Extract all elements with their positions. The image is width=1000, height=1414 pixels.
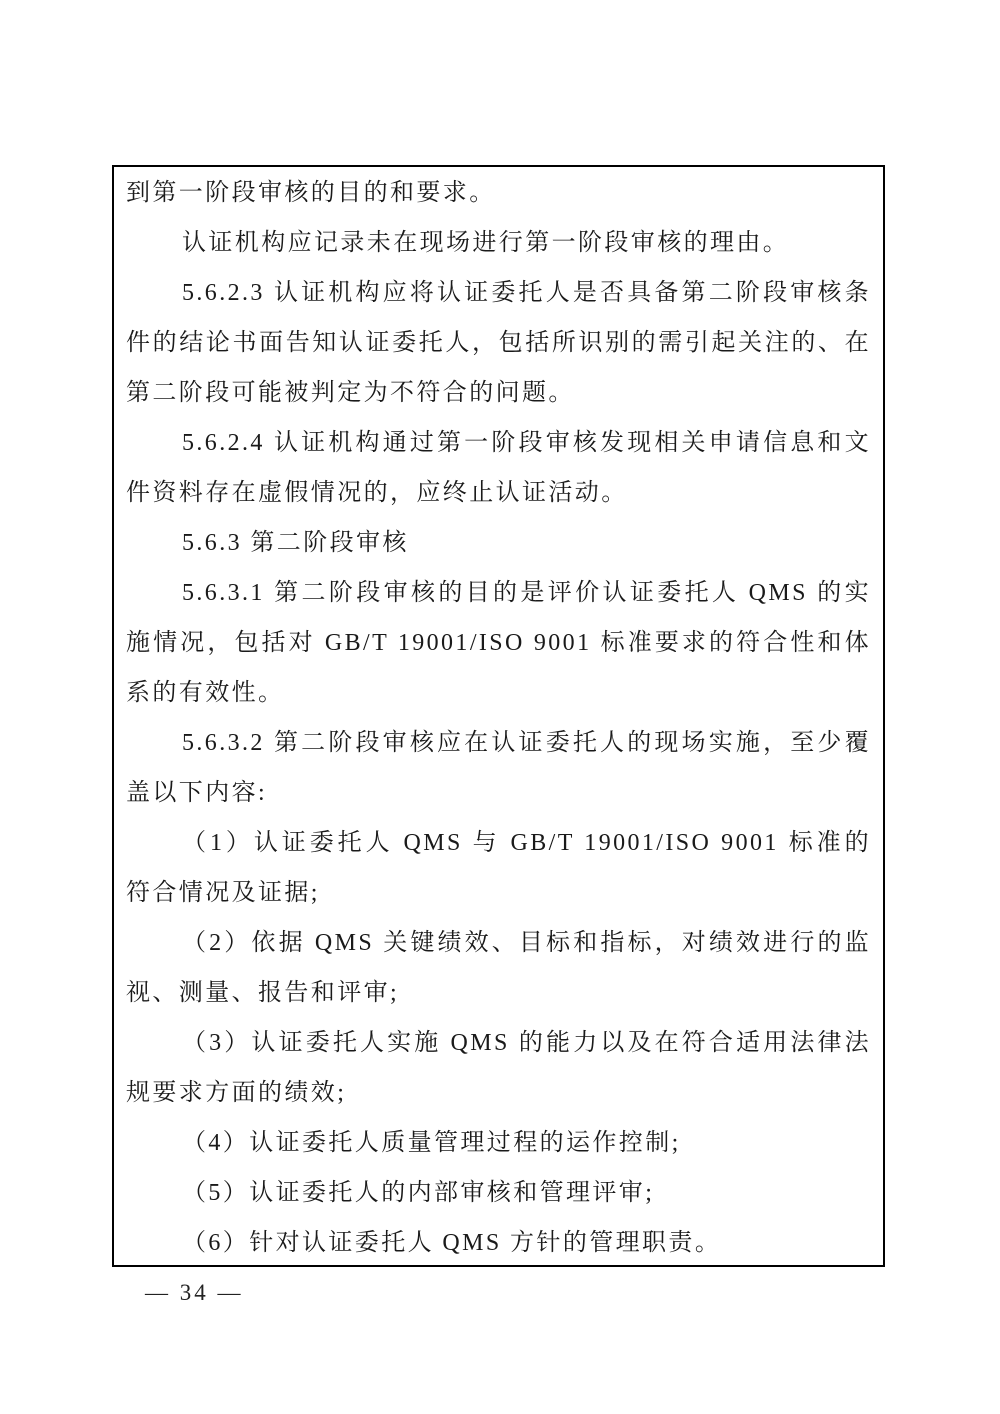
clause-5-6-3-1: 5.6.3.1 第二阶段审核的目的是评价认证委托人 QMS 的实施情况，包括对 GB/T 19001/ISO 9001 标准要求的符合性和体系的有效性。 (126, 580, 871, 706)
list-item-3: （3）认证委托人实施 QMS 的能力以及在符合适用法律法规要求方面的绩效; (126, 1030, 871, 1106)
list-item-6: （6）针对认证委托人 QMS 方针的管理职责。 (182, 1230, 722, 1256)
paragraph-record-reason: 认证机构应记录未在现场进行第一阶段审核的理由。 (182, 230, 790, 256)
clause-5-6-2-3: 5.6.2.3 认证机构应将认证委托人是否具备第二阶段审核条件的结论书面告知认证委托人，包括所识别的需引起关注的、在第二阶段可能被判定为不符合的问题。 (126, 280, 871, 406)
clause-5-6-2-4: 5.6.2.4 认证机构通过第一阶段审核发现相关申请信息和文件资料存在虚假情况的，应终止认证活动。 (126, 430, 871, 506)
page-number: — 34 — (145, 1280, 244, 1305)
list-item-4: （4）认证委托人质量管理过程的运作控制; (182, 1130, 681, 1156)
list-item-1: （1）认证委托人 QMS 与 GB/T 19001/ISO 9001 标准的符合情况及证据; (126, 830, 871, 906)
text-border-frame (112, 165, 885, 1267)
list-item-2: （2）依据 QMS 关键绩效、目标和指标，对绩效进行的监视、测量、报告和评审; (126, 930, 871, 1006)
paragraph-continuation: 到第一阶段审核的目的和要求。 (126, 180, 496, 206)
clause-5-6-3-heading: 5.6.3 第二阶段审核 (182, 530, 409, 556)
list-item-5: （5）认证委托人的内部审核和管理评审; (182, 1180, 655, 1206)
clause-5-6-3-2: 5.6.3.2 第二阶段审核应在认证委托人的现场实施，至少覆盖以下内容: (126, 730, 871, 806)
